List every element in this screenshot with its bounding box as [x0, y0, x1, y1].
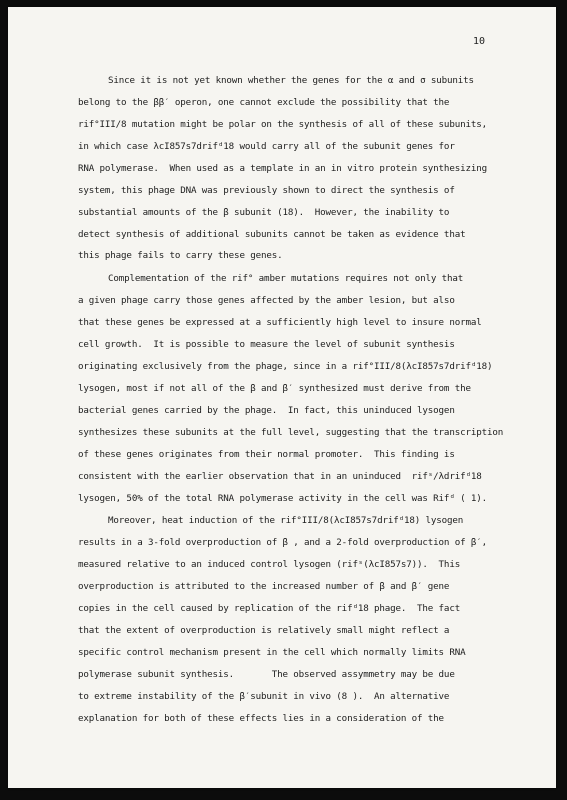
text-line-8: detect synthesis of additional subunits cannot be taken as evidence that [78, 229, 466, 240]
text-line-1: Since it is not yet known whether the genes for the α and σ subunits [108, 75, 474, 86]
text-line-9: this phage fails to carry these genes. [78, 250, 283, 261]
text-line-26: that the extent of overproduction is relatively small might reflect a [78, 625, 450, 636]
text-line-3: rif°III/8 mutation might be polar on the synthesis of all of these subunits, [78, 119, 487, 130]
document-page [8, 7, 556, 788]
text-line-20: lysogen, 50% of the total RNA polymerase activity in the cell was Rifᵈ ( 1). [78, 493, 487, 504]
text-line-23: measured relative to an induced control lysogen (rifˢ(λcI857s7)). This [78, 559, 461, 570]
text-line-27: specific control mechanism present in the cell which normally limits RNA [78, 647, 466, 658]
page-number: 10 [473, 36, 486, 47]
text-line-16: bacterial genes carried by the phage. In fact, this uninduced lysogen [78, 405, 455, 416]
text-line-14: originating exclusively from the phage, since in a rif°III/8(λcI857s7drifᵈ18) [78, 361, 493, 372]
text-line-30: explanation for both of these effects lies in a consideration of the [78, 713, 444, 724]
text-line-4: in which case λcI857s7drifᵈ18 would carry all of the subunit genes for [78, 141, 455, 152]
text-line-25: copies in the cell caused by replication of the rifᵈ18 phage. The fact [78, 603, 461, 614]
text-line-2: belong to the ββ′ operon, one cannot exclude the possibility that the [78, 97, 450, 108]
text-line-10: Complementation of the rif° amber mutations requires not only that [108, 273, 464, 284]
text-line-21: Moreover, heat induction of the rif°III/8(λcI857s7drifᵈ18) lysogen [108, 515, 464, 526]
text-line-19: consistent with the earlier observation that in an uninduced rifˢ/λdrifᵈ18 [78, 471, 482, 482]
text-line-22: results in a 3-fold overproduction of β , and a 2-fold overproduction of β′, [78, 537, 487, 548]
text-line-28: polymerase subunit synthesis. The observed assymmetry may be due [78, 669, 455, 680]
text-line-7: substantial amounts of the β subunit (18). However, the inability to [78, 207, 450, 218]
text-line-11: a given phage carry those genes affected by the amber lesion, but also [78, 295, 455, 306]
text-line-12: that these genes be expressed at a sufficiently high level to insure normal [78, 317, 482, 328]
text-line-17: synthesizes these subunits at the full level, suggesting that the transcription [78, 427, 504, 438]
text-line-5: RNA polymerase. When used as a template in an in vitro protein synthesizing [78, 163, 487, 174]
text-line-6: system, this phage DNA was previously shown to direct the synthesis of [78, 185, 455, 196]
text-line-24: overproduction is attributed to the increased number of β and β′ gene [78, 581, 450, 592]
text-line-29: to extreme instability of the β′subunit in vivo (8 ). An alternative [78, 691, 450, 702]
text-line-15: lysogen, most if not all of the β and β′ synthesized must derive from the [78, 383, 471, 394]
text-line-13: cell growth. It is possible to measure the level of subunit synthesis [78, 339, 455, 350]
text-line-18: of these genes originates from their normal promoter. This finding is [78, 449, 455, 460]
